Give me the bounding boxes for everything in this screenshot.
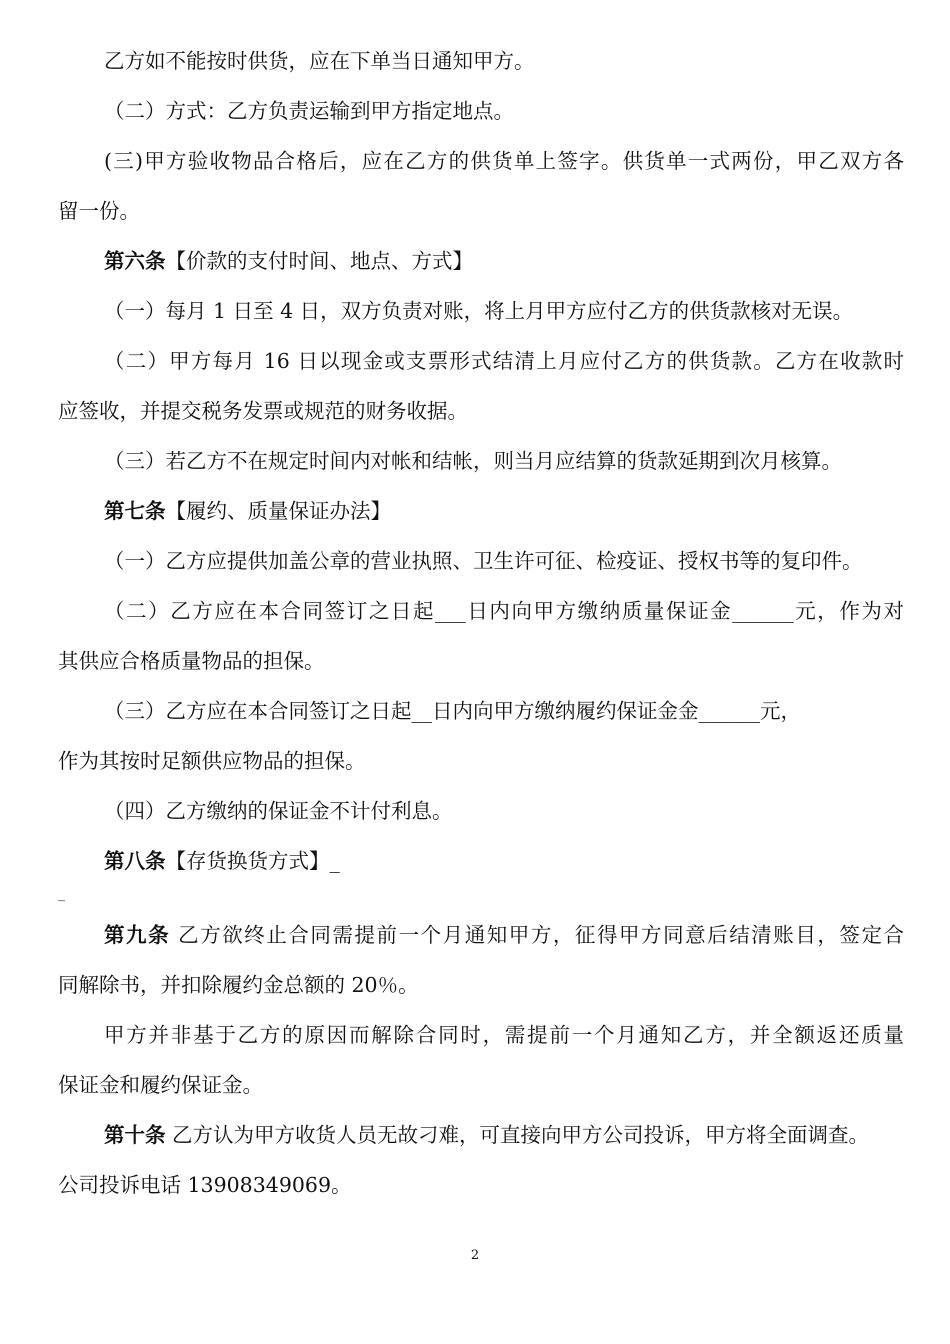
paragraph-line: 应签收，并提交税务发票或规范的财务收据。 — [58, 399, 468, 423]
article-number: 第六条 — [104, 249, 166, 273]
article-number: 第十条 — [104, 1123, 166, 1147]
article-number: 第九条 — [104, 923, 171, 947]
paragraph-line: 作为其按时足额供应物品的担保。 — [58, 749, 366, 773]
paragraph-line: （二）甲方每月 16 日以现金或支票形式结清上月应付乙方的供货款。乙方在收款时 — [104, 349, 904, 373]
article-text: 乙方认为甲方收货人员无故刁难，可直接向甲方公司投诉，甲方将全面调查。 — [165, 1123, 870, 1147]
article-title: 【履约、质量保证办法】 — [165, 499, 391, 523]
article-title: 【价款的支付时间、地点、方式】 — [165, 249, 473, 273]
paragraph-line: (三)甲方验收物品合格后，应在乙方的供货单上签字。供货单一式两份，甲乙双方各 — [104, 149, 904, 173]
paragraph-line: 同解除书，并扣除履约金总额的 20％。 — [58, 973, 419, 997]
article-heading — [104, 246, 473, 276]
paragraph-line: 其供应合格质量物品的担保。 — [58, 649, 325, 673]
paragraph-line: _ — [58, 886, 65, 902]
paragraph-line: 公司投诉电话 13908349069。 — [58, 1173, 352, 1197]
article-text: 乙方欲终止合同需提前一个月通知甲方，征得甲方同意后结清账目，签定合 — [170, 923, 904, 947]
article-heading — [104, 920, 904, 950]
article-number: 第八条 — [104, 849, 166, 873]
article-heading — [104, 496, 391, 526]
article-heading — [104, 846, 340, 876]
paragraph-line: （三）若乙方不在规定时间内对帐和结帐，则当月应结算的货款延期到次月核算。 — [104, 449, 842, 473]
paragraph-line: （一）乙方应提供加盖公章的营业执照、卫生许可征、检疫证、授权书等的复印件。 — [104, 549, 863, 573]
paragraph-line: （二）方式：乙方负责运输到甲方指定地点。 — [104, 99, 514, 123]
paragraph-line: 留一份。 — [58, 199, 140, 223]
paragraph-line: （一）每月 1 日至 4 日，双方负责对账，将上月甲方应付乙方的供货款核对无误。 — [104, 299, 854, 323]
article-title: 【存货换货方式】_ — [165, 849, 340, 873]
paragraph-line: （四）乙方缴纳的保证金不计付利息。 — [104, 799, 453, 823]
paragraph-line: （三）乙方应在本合同签订之日起__日内向甲方缴纳履约保证金金______元， — [104, 699, 801, 723]
paragraph-line: （二）乙方应在本合同签订之日起___日内向甲方缴纳质量保证金______元，作为对 — [104, 599, 904, 623]
page-number: 2 — [470, 1248, 480, 1263]
article-number: 第七条 — [104, 499, 166, 523]
paragraph-line: 甲方并非基于乙方的原因而解除合同时，需提前一个月通知乙方，并全额返还质量 — [104, 1023, 904, 1047]
article-heading — [104, 1120, 869, 1150]
paragraph-line: 保证金和履约保证金。 — [58, 1073, 263, 1097]
paragraph-line: 乙方如不能按时供货，应在下单当日通知甲方。 — [104, 49, 535, 73]
